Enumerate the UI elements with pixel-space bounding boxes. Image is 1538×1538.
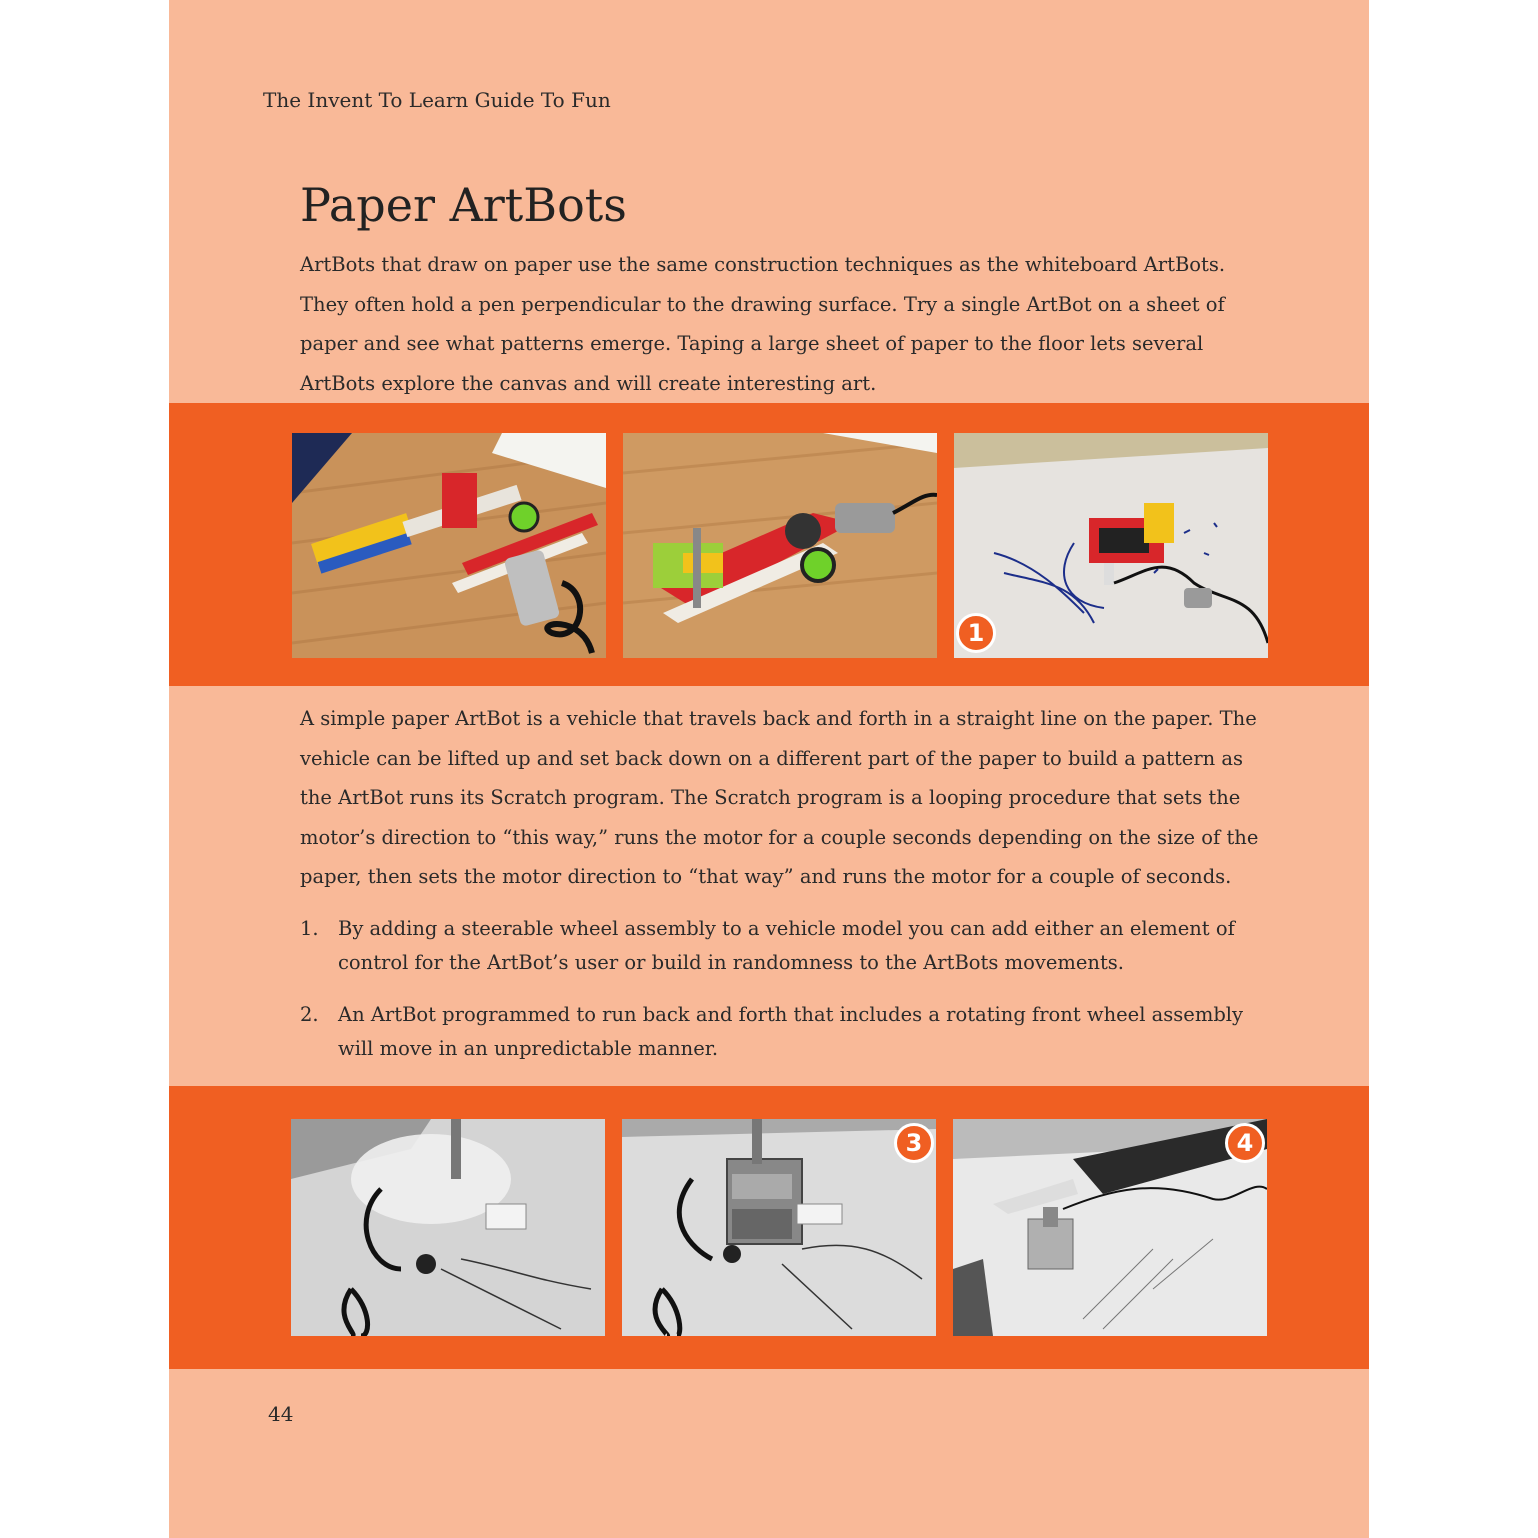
- list-text: By adding a steerable wheel assembly to a vehicle model you can add either an element of control for the ArtBot’s user or build in randomness to the ArtBots movements.: [338, 917, 1235, 974]
- photo-band-top: [169, 403, 1369, 686]
- running-head: The Invent To Learn Guide To Fun: [263, 88, 611, 112]
- list-number: 2.: [300, 1003, 319, 1026]
- photo-artbot-drawing: [953, 1119, 1267, 1336]
- book-page: [169, 0, 1369, 1538]
- photo-badge: 4: [1225, 1123, 1265, 1163]
- photo-artbot-top-view: [622, 1119, 936, 1336]
- numbered-list: [300, 912, 1260, 1066]
- photo-lego-artbot-chassis: [623, 433, 937, 658]
- photo-lego-artbot-side: [292, 433, 606, 658]
- list-number: 1.: [300, 917, 319, 940]
- page-number: 44: [268, 1402, 294, 1426]
- photo-badge: 3: [894, 1123, 934, 1163]
- photo-hand-placing-artbot: [291, 1119, 605, 1336]
- section-title: Paper ArtBots: [300, 178, 627, 232]
- photo-band-bottom: [169, 1086, 1369, 1369]
- list-item: [300, 998, 1260, 1066]
- photo-badge: 1: [956, 613, 996, 653]
- body-paragraph: A simple paper ArtBot is a vehicle that travels back and forth in a straight line on the paper. The vehicle can be lifted up and set back down on a different part of the paper to build a pattern as the ArtBot runs its Scratch program. The Scratch program is a looping procedure that sets the motor’s direction to “this way,” runs the motor for a couple seconds depending on the size of the paper, then sets the motor direction to “that way” and runs the motor for a couple of seconds.: [300, 707, 1259, 889]
- intro-paragraph: ArtBots that draw on paper use the same construction techniques as the whiteboard ArtBots. They often hold a pen perpendicular to the drawing surface. Try a single ArtBot on a sheet of paper and see what patterns emerge. Taping a large sheet of paper to the floor lets several ArtBots explore the canvas and will create interesting art.: [300, 253, 1226, 395]
- list-text: An ArtBot programmed to run back and forth that includes a rotating front wheel assembly will move in an unpredictable manner.: [338, 1003, 1244, 1060]
- list-item: [300, 912, 1260, 980]
- photo-artbot-on-paper: [954, 433, 1268, 658]
